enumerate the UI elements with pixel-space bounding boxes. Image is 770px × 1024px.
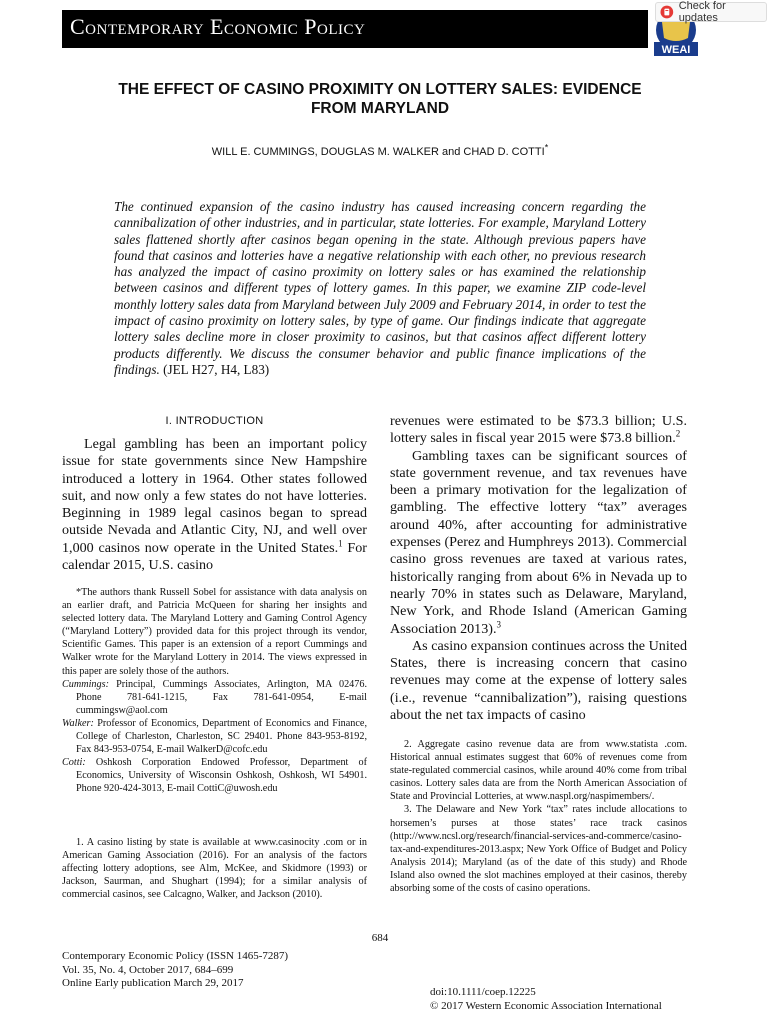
author-acknowledgment-note: *The authors thank Russell Sobel for assistance with data analysis on an earlier draft, and Patricia McQueen for sharing her insights and selected lottery data. The Maryland Lottery and Gaming Control Agency (“Maryland Lottery”) provided data for this project through its vendor, Scientific Games. This paper is an extension of a report Cummings and Walker wrote for the Maryland Lottery in 2014. The views expressed in this paper are solely those of the authors. [62,587,367,677]
logo-text: WEAI [661,44,691,56]
author-affiliation-cotti [62,756,367,795]
check-updates-label: Check for updates [678,0,726,24]
section-heading-introduction: I. INTRODUCTION [165,415,264,427]
intro-paragraph-1 [62,436,367,574]
authors-footnote-mark: * [544,142,549,153]
right-footnotes [390,738,687,895]
footnote-1-block [62,836,367,901]
volume-info: Vol. 35, No. 4, October 2017, 684–699 [62,963,234,976]
cummings-affiliation: Principal, Cummings Associates, Arlington, MA 02476. Phone 781-641-1215, Fax 781-641-0954, E-mail cummingsw@aol.com [76,678,367,716]
author-list [62,142,698,158]
footnote-ref-1: 1 [338,538,343,549]
right-paragraph-3: As casino expansion continues across the United States, there is increasing concern that casino revenues may come at the expense of lottery sales (i.e., revenue “cannibalization”), raising questions about the net tax impacts of casino [390,637,687,724]
page-number: 684 [371,932,389,944]
right-paragraph-1 [390,413,687,448]
footnote-ref-2: 2 [675,428,681,439]
left-column-body [62,436,367,574]
walker-affiliation: Professor of Economics, Department of Economics and Finance, College of Charleston, Charleston, SC 29401. Phone 843-953-8192, Fax 843-953-0754, E-mail WalkerD@cofc.edu [76,717,367,756]
cotti-affiliation: Oshkosh Corporation Endowed Professor, Department of Economics, University of Wisconsin Oshkosh, Oshkosh, WI 54901. Phone 920-424-3013, E-mail CottiC@uwosh.edu [76,757,367,795]
cummings-label: Cummings: [62,678,109,690]
footnote-ref-3: 3 [496,618,501,629]
intro-paragraph-1-text: Legal gambling has been an important policy issue for state governments since New Hampshire introduced a lottery in 1964. Other states followed suit, and now only a few states do not have lotteries. Beginning in 1989 legal casinos began to spread outside Nevada and Atlantic City, NJ, and well over 1,000 casinos now operate in the United States. [62,436,367,556]
right-column-body [390,413,687,724]
check-updates-icon [660,5,674,19]
publication-info [62,950,288,991]
journal-banner-title: Contemporary Economic Policy [70,14,366,39]
doi-copyright [430,986,662,1013]
right-paragraph-1-text: revenues were estimated to be $73.3 billion; U.S. lottery sales in fiscal year 2015 were $73.8 billion. [390,413,687,447]
footnote-1: 1. A casino listing by state is available at www.casinocity .com or in American Gaming Association (2016). For an analysis of the factors affecting lottery adoptions, see Alm, McKee, and Skidmore (1993) or Jackson, Saurman, and Shughart (1994); for a similar analysis of commercial casinos, see Calcagno, Walker, and Jackson (2010). [62,837,367,901]
abstract [114,199,646,378]
left-footnotes [62,586,367,796]
jel-codes: (JEL H27, H4, L83) [159,361,270,377]
doi[interactable]: doi:10.1111/coep.12225 [430,986,536,998]
authors-text: WILL E. CUMMINGS, DOUGLAS M. WALKER and CHAD D. COTTI [211,146,545,158]
author-affiliation-cummings [62,678,367,717]
author-affiliation-walker [62,717,367,756]
cotti-label: Cotti: [62,757,86,769]
copyright: © 2017 Western Economic Association International [430,999,662,1012]
title-line-2: FROM MARYLAND [310,100,450,117]
intro-paragraph-1-tail: For calendar 2015, U.S. casino [62,539,367,574]
walker-label: Walker: [62,717,94,729]
journal-issn: Contemporary Economic Policy (ISSN 1465-7287) [62,950,289,962]
title-line-1: THE EFFECT OF CASINO PROXIMITY ON LOTTERY SALES: EVIDENCE [118,81,642,98]
abstract-text: The continued expansion of the casino industry has caused increasing concern regarding the cannibalization of other industries, and in particular, state lotteries. For example, Maryland Lottery sales flattened shortly after casinos began opening in the state. Although previous papers have found that casinos and lotteries have a negative relationship with each other, no previous research has analyzed the impact of casino proximity on lottery sales or has examined the relationship between casinos and different types of lottery games. In this paper, we examine ZIP code-level monthly lottery sales data from Maryland between July 2009 and February 2014, in order to test the impact of casino proximity on lottery sales, by type of game. Our findings indicate that aggregate lottery sales decline more in closer proximity to casinos, but that casinos affect different lottery products differently. We discuss the consumer behavior and public finance implications of the findings. [114,199,646,377]
footnote-3: 3. The Delaware and New York “tax” rates include allocations to horsemen’s purses at those states’ race track casinos (http://www.ncsl.org/research/financial-services-and-commerce/casino-tax-and-expenditures-2013.aspx; New York Office of Budget and Policy Analysis 2014); Maryland (as of the date of this study) and Rhode Island also owned the slot machines employed at their casinos, thereby absorbing some of the costs of casino operations. [390,804,687,895]
check-for-updates-button[interactable] [655,2,767,22]
article-title [62,80,698,118]
right-paragraph-2 [390,448,687,638]
right-paragraph-2-text: Gambling taxes can be significant sources of state government revenue, and tax revenues have been a primary motivation for the legalization of gambling. The effective lottery “tax” averages around 40%, after accounting for administrative expenses (Perez and Humphreys 2013). Commercial casino gross revenues are taxed at various rates, historically ranging from about 6% in Nevada up to nearly 70% in states such as Delaware, Maryland, New York, and Rhode Island (American Gaming Association 2013). [390,447,687,637]
online-publication-date: Online Early publication March 29, 2017 [62,977,244,989]
footnote-2: 2. Aggregate casino revenue data are from www.statista .com. Historical annual estimates suggest that 60% of revenues come from state-regulated commercial casinos, while around 40% come from tribal casinos. Lottery sales data are from the North American Association of State and Provincial Lotteries, at www.naspl.org/naspimembers/. [390,739,687,803]
